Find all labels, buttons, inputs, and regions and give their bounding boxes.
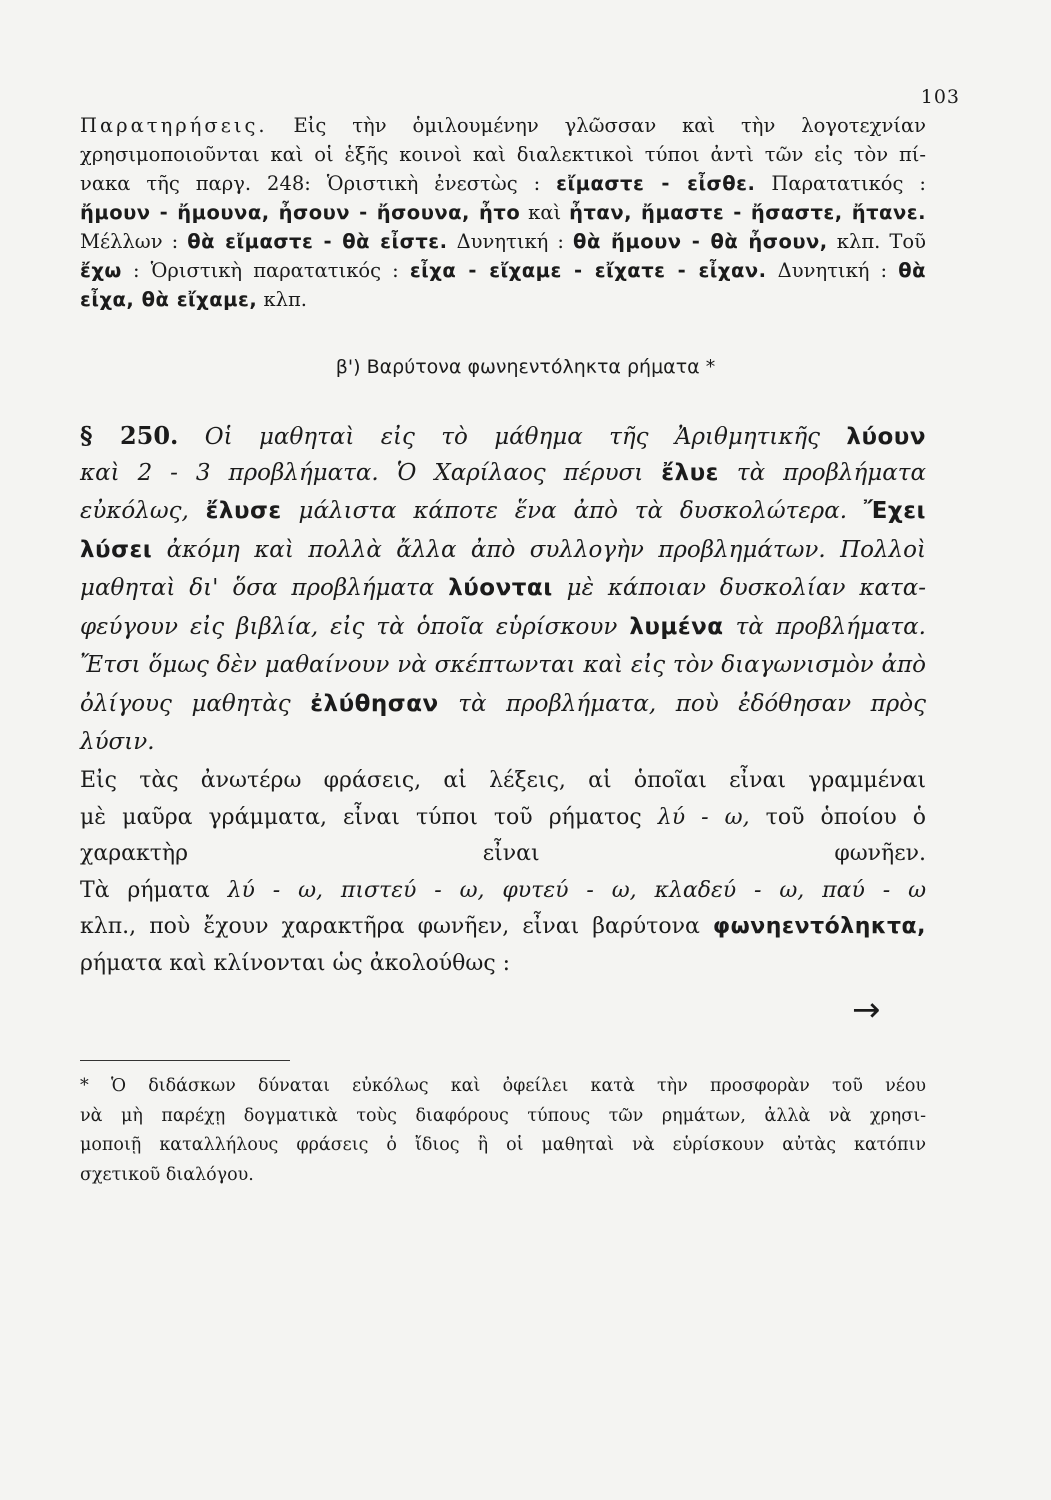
explanation-line-segment: Εἰς τὰς ἀνωτέρω φράσεις, αἱ λέξεις, αἱ ὁποῖαι εἶναι γραμμέναι — [80, 768, 926, 793]
example-line-segment: ἔλυε — [661, 459, 719, 486]
observation-line-segment: ἔχω — [80, 259, 122, 282]
observation-line-segment: Εἰς τὴν ὁμιλουμένην γλῶσσαν καὶ τὴν λογοτεχνίαν — [267, 114, 926, 137]
example-line — [80, 691, 926, 717]
observation-line-segment: Παρατηρήσεις. — [80, 114, 268, 137]
page-number: 103 — [920, 86, 960, 108]
explanation-line-segment: Τὰ ρήματα — [80, 877, 228, 903]
observation-line-segment: εἶχα - εἴχαμε - εἴχατε - εἶχαν. — [409, 259, 767, 282]
example-line-segment: μὲ κάποιαν δυσκολίαν κατα- — [552, 575, 926, 601]
observation-line-segment: θὰ — [898, 259, 926, 282]
example-line — [80, 614, 926, 640]
section-title: β') Βαρύτονα φωνηεντόληκτα ρήματα * — [335, 356, 716, 378]
observation-line — [80, 201, 926, 224]
example-line — [80, 460, 926, 486]
example-line-segment: τὰ προβλήματα, ποὺ ἐδόθησαν πρὸς — [438, 690, 927, 717]
observation-line-segment: Δυνητική : — [447, 230, 574, 253]
explanation-line — [80, 768, 926, 793]
example-line-segment: εὐκόλως, — [80, 498, 206, 524]
observation-line — [80, 288, 307, 311]
example-line-segment: ἀκόμη καὶ πολλὰ ἄλλα ἀπὸ συλλογὴν προβλημάτων. Πολλοὶ — [152, 536, 926, 563]
observation-line-segment: Δυνητική : — [766, 259, 899, 282]
example-line-segment: λύονται — [448, 575, 553, 601]
continue-arrow-icon: → — [852, 990, 881, 1030]
observation-line-segment: ἦταν, ἤμαστε - ἤσαστε, ἤτανε. — [569, 201, 926, 224]
example-line-segment: τὰ προβλήματα. — [723, 613, 926, 640]
observation-line-segment: κλπ. — [257, 288, 308, 311]
explanation-line — [80, 951, 510, 976]
observation-line-segment: εἶχα, θὰ εἴχαμε, — [80, 288, 258, 311]
example-line-segment: καὶ 2 - 3 προβλήματα. Ὁ Χαρίλαος πέρυσι — [80, 459, 662, 486]
observation-line-segment: θὰ εἴμαστε - θὰ εἶστε. — [187, 230, 448, 253]
example-line — [80, 729, 155, 755]
explanation-line-segment: χαρακτὴρ εἶναι φωνῆεν. — [80, 841, 926, 866]
example-line-segment: λύσει — [80, 536, 153, 563]
observation-line-segment: εἴμαστε - εἶσθε. — [556, 172, 756, 195]
observation-line — [80, 114, 926, 137]
example-line-segment: μάλιστα κάποτε ἕνα ἀπὸ τὰ δυσκολώτερα. — [281, 498, 864, 524]
example-line-segment: λυμένα — [629, 613, 724, 640]
example-line-segment: φεύγουν εἰς βιβλία, εἰς τὰ ὁποῖα εὑρίσκουν — [80, 613, 630, 640]
explanation-line-segment: φωνηεντόληκτα, — [712, 914, 926, 939]
explanation-line-segment: λύ - ω, — [657, 804, 750, 830]
example-line-segment: ὀλίγους μαθητὰς — [80, 690, 311, 717]
example-line-segment: ἔλυσε — [205, 498, 282, 524]
example-line-segment: ἐλύθησαν — [310, 690, 439, 717]
explanation-line-segment: μὲ μαῦρα γράμματα, εἶναι τύποι τοῦ ρήματος — [80, 804, 658, 830]
example-line-segment: Ἔτσι ὅμως δὲν μαθαίνουν νὰ σκέπτωνται καὶ εἰς τὸν διαγωνισμὸν ἀπὸ — [80, 652, 926, 678]
explanation-line — [80, 878, 926, 903]
example-line-segment: τὰ προβλήματα — [718, 459, 926, 486]
observation-line-segment: Μέλλων : — [80, 230, 188, 253]
footnote-divider — [80, 1060, 290, 1061]
example-line-segment: μαθηταὶ δι' ὅσα προβλήματα — [80, 575, 449, 601]
example-line-segment: Ἔχει — [863, 498, 926, 524]
observation-line-segment: ἤμουν - ἤμουνα, ἦσουν - ἤσουνα, ἦτο — [80, 201, 521, 224]
example-line — [80, 575, 926, 601]
footnote-line: σχετικοῦ διαλόγου. — [80, 1164, 254, 1185]
example-line-segment: λύσιν. — [80, 729, 155, 755]
explanation-line-segment: ρήματα καὶ κλίνονται ὡς ἀκολούθως : — [80, 950, 511, 976]
observation-line — [80, 143, 926, 166]
example-line — [80, 498, 926, 524]
example-line-segment: § 250. — [80, 421, 179, 450]
explanation-line — [80, 805, 926, 830]
observation-line — [80, 259, 926, 282]
observation-line-segment: νακα τῆς παργ. 248: Ὁριστικὴ ἐνεστὼς : — [80, 172, 557, 195]
explanation-line-segment: τοῦ ὁποίου ὁ — [749, 804, 927, 830]
example-line-segment: λύουν — [846, 424, 927, 450]
observation-line — [80, 172, 926, 195]
observation-line-segment: χρησιμοποιοῦνται καὶ οἱ ἑξῆς κοινοὶ καὶ διαλεκτικοὶ τύποι ἀντὶ τῶν εἰς τὸν πί- — [80, 143, 926, 166]
explanation-line-segment: λύ - ω, πιστεύ - ω, φυτεύ - ω, κλαδεύ - ω, παύ - ω — [227, 877, 927, 903]
example-line — [80, 421, 926, 450]
footnote-line: νὰ μὴ παρέχῃ δογματικὰ τοὺς διαφόρους τύπους τῶν ρημάτων, ἀλλὰ νὰ χρησι- — [80, 1105, 926, 1126]
example-line — [80, 652, 926, 678]
observation-line-segment: κλπ. Τοῦ — [827, 230, 926, 253]
observation-line-segment: Παρατατικός : — [755, 172, 926, 195]
observation-line-segment: θὰ ἤμουν - θὰ ἦσουν, — [573, 230, 828, 253]
footnote-line: μοποιῇ καταλλήλους φράσεις ὁ ἴδιος ἢ οἱ μαθηταὶ νὰ εὑρίσκουν αὐτὰς κατόπιν — [80, 1135, 926, 1155]
explanation-line — [80, 914, 926, 939]
observation-line-segment: : Ὁριστικὴ παρατατικός : — [121, 259, 410, 282]
example-line-segment: Οἱ μαθηταὶ εἰς τὸ μάθημα τῆς Ἀριθμητικῆς — [178, 424, 847, 450]
example-line — [80, 537, 926, 563]
observation-line — [80, 230, 926, 253]
explanation-line-segment: κλπ., ποὺ ἔχουν χαρακτῆρα φωνῆεν, εἶναι βαρύτονα — [80, 914, 713, 939]
observation-line-segment: καὶ — [520, 201, 570, 224]
footnote-line: * Ὁ διδάσκων δύναται εὐκόλως καὶ ὀφείλει κατὰ τὴν προσφορὰν τοῦ νέου — [80, 1076, 926, 1096]
explanation-line — [80, 841, 926, 866]
